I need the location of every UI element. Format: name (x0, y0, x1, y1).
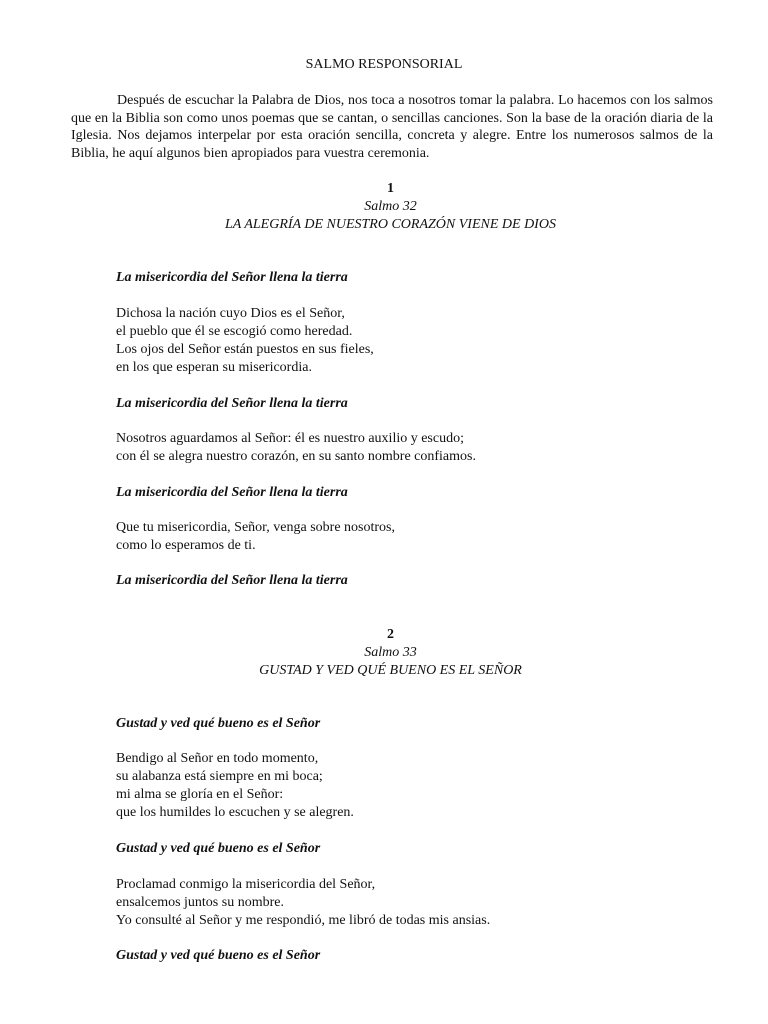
stanza-line: Nosotros aguardamos al Señor: él es nuestro auxilio y escudo; (116, 431, 464, 446)
stanza-line: en los que esperan su misericordia. (116, 360, 312, 375)
psalm-refrain: La misericordia del Señor llena la tierra (116, 573, 348, 588)
psalm-stanza (116, 430, 476, 466)
psalm-number: 1 (387, 181, 394, 196)
stanza-line: Proclamad conmigo la misericordia del Señor, (116, 877, 376, 892)
psalm-refrain: La misericordia del Señor llena la tierra (116, 396, 348, 411)
stanza-line: mi alma se gloría en el Señor: (116, 787, 284, 802)
psalm-refrain: Gustad y ved qué bueno es el Señor (116, 841, 321, 856)
document-title: SALMO RESPONSORIAL (305, 57, 463, 72)
psalm-heading: LA ALEGRÍA DE NUESTRO CORAZÓN VIENE DE DIOS (225, 217, 556, 232)
psalm-heading: GUSTAD Y VED QUÉ BUENO ES EL SEÑOR (259, 663, 522, 678)
stanza-line: Yo consulté al Señor y me respondió, me libró de todas mis ansias. (116, 913, 491, 928)
psalm-refrain: Gustad y ved qué bueno es el Señor (116, 716, 321, 731)
psalm-refrain: Gustad y ved qué bueno es el Señor (116, 948, 321, 963)
stanza-line: el pueblo que él se escogió como heredad. (116, 324, 353, 339)
stanza-line: que los humildes lo escuchen y se alegren. (116, 805, 354, 820)
stanza-line: Los ojos del Señor están puestos en sus fieles, (116, 342, 374, 357)
psalm-reference: Salmo 32 (364, 199, 417, 214)
stanza-line: con él se alegra nuestro corazón, en su santo nombre confiamos. (116, 449, 476, 464)
psalm-stanza (116, 305, 374, 377)
psalm-number: 2 (387, 627, 394, 642)
psalm-reference: Salmo 33 (364, 645, 417, 660)
stanza-line: como lo esperamos de ti. (116, 538, 256, 553)
psalm-refrain: La misericordia del Señor llena la tierra (116, 270, 348, 285)
psalm-stanza (116, 750, 354, 822)
psalm-refrain: La misericordia del Señor llena la tierra (116, 485, 348, 500)
psalm-stanza (116, 876, 490, 930)
stanza-line: Dichosa la nación cuyo Dios es el Señor, (116, 306, 345, 321)
stanza-line: su alabanza está siempre en mi boca; (116, 769, 323, 784)
stanza-line: ensalcemos juntos su nombre. (116, 895, 284, 910)
stanza-line: Que tu misericordia, Señor, venga sobre nosotros, (116, 520, 395, 535)
intro-paragraph: Después de escuchar la Palabra de Dios, nos toca a nosotros tomar la palabra. Lo hacemos con los salmos que en la Biblia son como unos poemas que se cantan, o sencillas canciones. Son la base de la oración diaria de la Iglesia. Nos dejamos interpelar por esta oración sencilla, concreta y alegre. Entre los numerosos salmos de la Biblia, he aquí algunos bien apropiados para vuestra ceremonia. (71, 93, 713, 161)
psalm-stanza (116, 519, 395, 555)
stanza-line: Bendigo al Señor en todo momento, (116, 751, 319, 766)
